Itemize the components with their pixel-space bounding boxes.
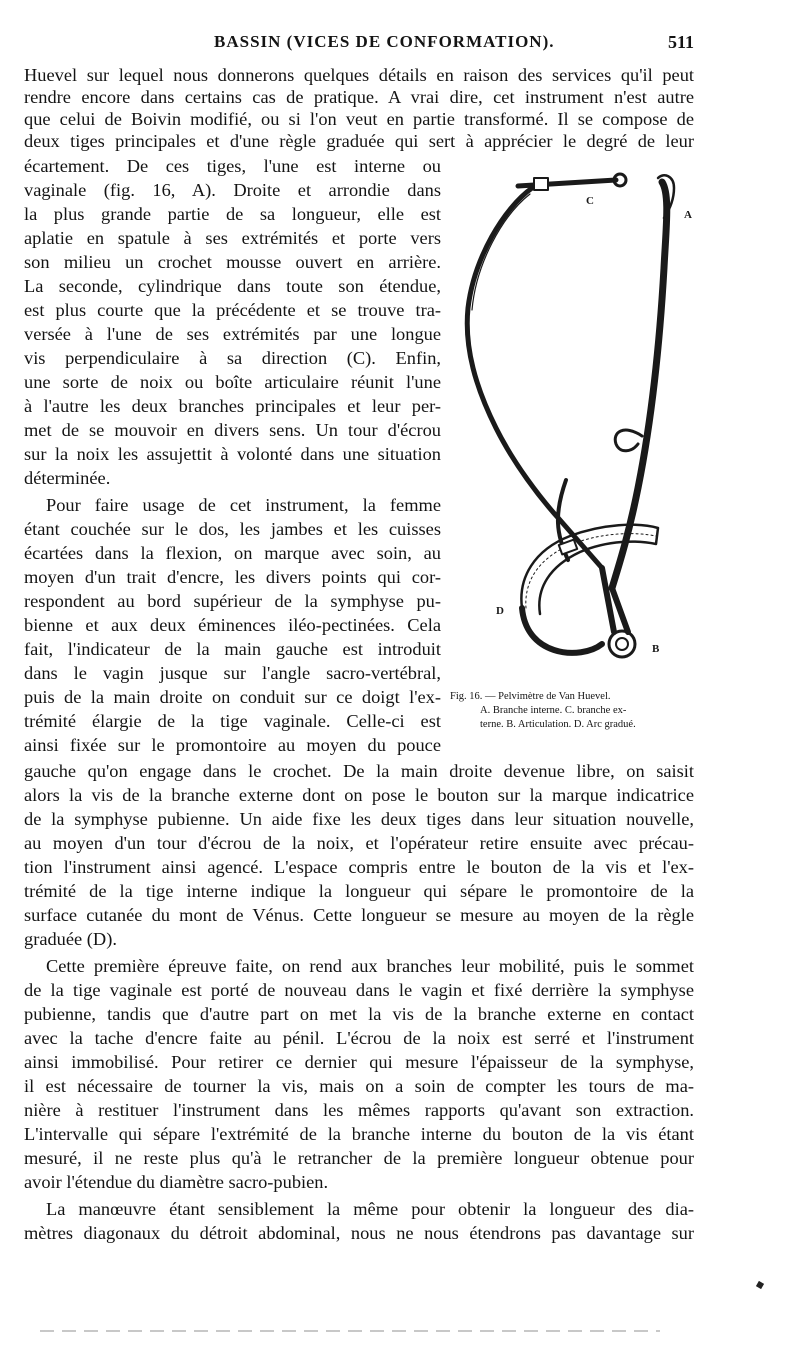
text-line: versée à l'une de ses extrémités par une longue (24, 324, 441, 344)
text-line: mesuré, il ne reste plus qu'à le retrancher de la première longueur obtenue pour (24, 1148, 694, 1168)
running-title: BASSIN (VICES DE CONFORMATION). (214, 32, 555, 51)
text-line: puis de la main droite on conduit sur ce doigt l'ex- (24, 687, 441, 707)
pelvimeter-illustration (452, 168, 694, 688)
text-line: moyen d'un trait d'encre, les divers points qui cor- (24, 567, 441, 587)
text-line: Cette première épreuve faite, on rend aux branches leur mobilité, puis le sommet (46, 956, 694, 976)
text-line: gauche qu'on engage dans le crochet. De la main droite devenue libre, on saisit (24, 761, 694, 781)
text-line: que celui de Boivin modifié, ou si l'on veut en partie transformé. Il se compose de (24, 109, 694, 129)
text-line: la plus grande partie de sa longueur, elle est (24, 204, 441, 224)
text-line: étant couchée sur le dos, les jambes et les cuisses (24, 519, 441, 539)
text-line: écartées dans la flexion, on marque avec soin, au (24, 543, 441, 563)
blunt-hook (615, 430, 642, 451)
text-line: ainsi fixée sur le promontoire au moyen du pouce (24, 735, 441, 755)
text-line: vaginale (fig. 16, A). Droite et arrondie dans (24, 180, 441, 200)
text-line: trémité de la tige interne indique la longueur qui sépare le promontoire de la (24, 881, 694, 901)
figure-caption (450, 690, 696, 732)
text-line: La manœuvre étant sensiblement la même pour obtenir la longueur des dia- (46, 1199, 694, 1219)
text-line: pubienne, tandis que d'autre part on met la vis de la branche externe en contact (24, 1004, 694, 1024)
text-line: avoir l'étendue du diamètre sacro-pubien. (24, 1172, 329, 1192)
label-c: C (586, 195, 594, 207)
external-branch-edge (472, 194, 530, 310)
text-line: dans le vagin jusque sur l'angle sacro-vertébral, (24, 663, 441, 683)
text-line: Pour faire usage de cet instrument, la femme (46, 495, 441, 515)
text-line: met de se mouvoir en divers sens. Un tour d'écrou (24, 420, 441, 440)
text-line: son milieu un crochet mousse ouvert en arrière. (24, 252, 441, 272)
text-line: ainsi immobilisé. Pour retirer ce dernier qui mesure l'épaisseur de la symphyse, (24, 1052, 694, 1072)
graduated-arc (521, 525, 658, 614)
text-line: une sorte de noix ou boîte articulaire réunit l'une (24, 372, 441, 392)
label-d: D (496, 605, 504, 617)
caption-line: A. Branche interne. C. branche ex- (480, 705, 627, 716)
caption-line: terne. B. Articulation. D. Arc gradué. (480, 719, 636, 730)
text-line: bienne et aux deux éminences iléo-pectinées. Cela (24, 615, 441, 635)
label-b: B (652, 643, 660, 655)
ink-speck (756, 1281, 764, 1289)
text-line: aplatie en spatule à ses extrémités et porte vers (24, 228, 441, 248)
text-line: L'intervalle qui sépare l'extrémité de la branche interne du bouton de la vis étant (24, 1124, 694, 1144)
text-line: tion l'instrument ainsi agencé. L'espace compris entre le bouton de la vis et l'ex- (24, 857, 694, 877)
text-line: fait, l'indicateur de la main gauche est introduit (24, 639, 441, 659)
text-line: il est nécessaire de tourner la vis, mais on a soin de compter les tours de ma- (24, 1076, 694, 1096)
text-line: de la tige vaginale est porté de nouveau dans le vagin et fixé derrière la symphyse (24, 980, 694, 1000)
text-line: à l'autre les deux branches principales et leur per- (24, 396, 441, 416)
caption-line: Fig. 16. — Pelvimètre de Van Huevel. (450, 691, 611, 702)
text-line: déterminée. (24, 468, 111, 488)
arc-graduations (526, 534, 656, 608)
screw-rod (518, 180, 616, 186)
text-line: nière à restituer l'instrument dans les mêmes rapports qu'avant son extraction. (24, 1100, 694, 1120)
external-branch (467, 188, 602, 568)
text-line: graduée (D). (24, 929, 117, 949)
text-line: Huevel sur lequel nous donnerons quelques détails en raison des services qu'il peut (24, 65, 694, 85)
text-line: deux tiges principales et d'une règle graduée qui sert à apprécier le degré de leur (24, 131, 694, 151)
text-line: écartement. De ces tiges, l'une est interne ou (24, 156, 441, 176)
label-a: A (684, 209, 692, 221)
text-line: de la symphyse pubienne. Un aide fixe les deux tiges dans leur situation nouvelle, (24, 809, 694, 829)
text-line: surface cutanée du mont de Vénus. Cette longueur se mesure au moyen de la règle (24, 905, 694, 925)
text-line: vis perpendiculaire à sa direction (C). Enfin, (24, 348, 441, 368)
text-line: sur la noix les assujettit à volonté dans une situation (24, 444, 441, 464)
page-header (24, 32, 694, 58)
text-line: respondent au bord supérieur de la symphyse pu- (24, 591, 441, 611)
pelvimeter-drawing (452, 168, 694, 688)
text-line: avec la tache d'encre faite au pénil. L'écrou de la noix est serré et l'instrument (24, 1028, 694, 1048)
bleed-through-line (40, 1330, 660, 1332)
articulation-joint (609, 631, 635, 657)
page-number: 511 (667, 32, 694, 52)
text-line: au moyen d'un tour d'écrou de la noix, et l'opérateur retire ensuite avec précau- (24, 833, 694, 853)
text-line: La seconde, cylindrique dans toute son étendue, (24, 276, 441, 296)
text-line: mètres diagonaux du détroit abdominal, nous ne nous étendrons pas davantage sur (24, 1223, 694, 1243)
arc-lower-bend (522, 608, 602, 653)
text-line: trémité élargie de la tige vaginale. Celle-ci est (24, 711, 441, 731)
text-line: rendre encore dans certains cas de pratique. A vrai dire, cet instrument n'est autre (24, 87, 694, 107)
text-line: alors la vis de la branche externe dont on pose le bouton sur la marque indicatrice (24, 785, 694, 805)
screw-collar (534, 178, 548, 190)
text-line: est plus courte que la précédente et se trouve tra- (24, 300, 441, 320)
